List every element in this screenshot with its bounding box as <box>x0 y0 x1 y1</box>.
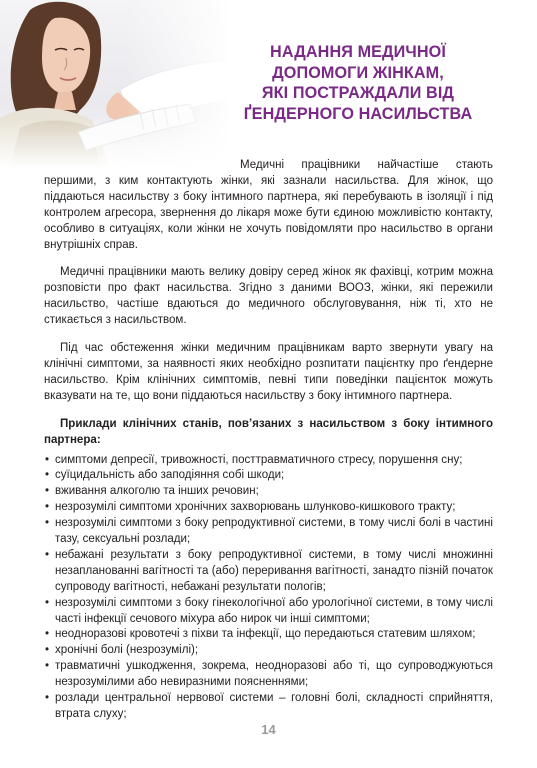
header-photo <box>0 0 228 168</box>
paragraph: Медичні працівники найчастіше стають першими, з ким контактують жінки, які зазнали насильства. Для жінок, що піддаються насильству з боку інтимного партнера, які перебувають в ізоляції і під контролем агресора, звернення до лікаря може бути єдиною можливістю контакту, особливо в ситуаціях, коли жінки не хочуть повідомляти про насильство в органи внутрішніх справ. <box>44 159 493 251</box>
paragraph: Під час обстеження жінки медичним працівникам варто звернути увагу на клінічні симптоми, за наявності яких необхідно розпитати пацієнтку про ґендерне насильство. Крім клінічних симптомів, певні типи поведінки пацієнток можуть вказувати на те, що вони піддаються насильству з боку інтимного партнера. <box>44 342 493 402</box>
paragraph: Медичні працівники мають велику довіру серед жінок як фахівці, котрим можна розповісти про факт насильства. Згідно з даними ВООЗ, жінки, які пережили насильство, частіше вдаються до медичного обслуговування, ніж ті, хто не стикається з насильством. <box>44 266 493 327</box>
list-item: • незрозумілі симптоми хронічних захворювань шлунково-кишкового тракту; <box>44 500 493 516</box>
body-text <box>44 158 493 723</box>
title-line: НАДАННЯ МЕДИЧНОЇ <box>270 43 446 61</box>
list-item: • небажані результати з боку репродуктивної системи, в тому числі множинні незапланованні вагітності та (або) переривання вагітності, занадто пізній початок супроводу вагітності, небажані результати пологів; <box>44 548 493 596</box>
list-item: • хронічні болі (незрозумілі); <box>44 643 493 659</box>
list-item: • симптоми депресії, тривожності, посттравматичного стресу, порушення сну; <box>44 453 493 469</box>
list-item: • неодноразові кровотечі з піхви та інфекції, що передаються статевим шляхом; <box>44 627 493 643</box>
list-item: • незрозумілі симптоми з боку гінекологічної або урологічної системи, в тому числі часті інфекції сечового міхура або нирок чи інші симптоми; <box>44 596 493 628</box>
section-subheading: Приклади клінічних станів, пов’язаних з насильством з боку інтимного партнера: <box>44 417 493 446</box>
list-item: • вживання алкоголю та інших речовин; <box>44 484 493 500</box>
page-title <box>240 42 476 124</box>
list-item: • суїцидальність або заподіяння собі шкоди; <box>44 468 493 484</box>
title-line: ДОПОМОГИ ЖІНКАМ, <box>272 63 444 82</box>
list-item: • розлади центральної нервової системи – головні болі, складності сприйняття, втрата слуху; <box>44 691 493 723</box>
title-line: ЯКІ ПОСТРАЖДАЛИ ВІД <box>261 84 455 102</box>
list-item: • травматичні ушкодження, зокрема, неодноразові або ті, що супроводжуються незрозумілими або невиразними поясненнями; <box>44 659 493 691</box>
clinical-conditions-list <box>44 453 493 723</box>
page-number: 14 <box>261 722 276 737</box>
list-item: • незрозумілі симптоми з боку репродуктивної системи, в тому числі болі в частині тазу, сексуальні розлади; <box>44 516 493 548</box>
title-line: ҐЕНДЕРНОГО НАСИЛЬСТВА <box>243 104 473 123</box>
